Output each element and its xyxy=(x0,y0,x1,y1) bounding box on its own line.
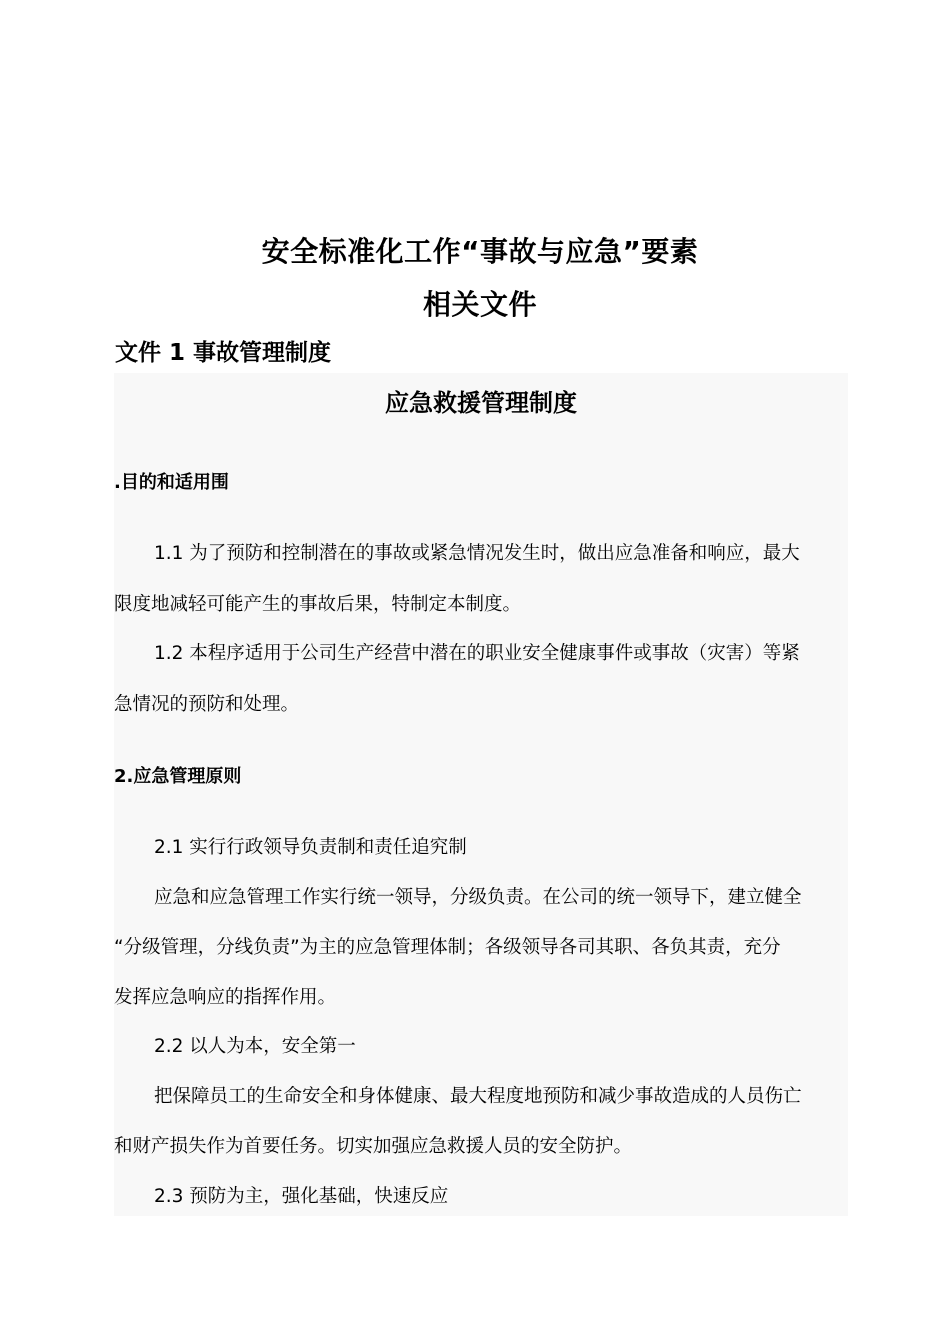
paragraph-1-1-line-1: 1.1 为了预防和控制潜在的事故或紧急情况发生时，做出应急准备和响应，最大 xyxy=(154,543,800,564)
file-heading: 文件 1 事故管理制度 xyxy=(115,340,332,366)
subsection-2-1-title: 2.1 实行行政领导负责制和责任追究制 xyxy=(154,837,467,858)
paragraph-1-1-line-2: 限度地减轻可能产生的事故后果，特制定本制度。 xyxy=(114,594,522,615)
document-subtitle: 相关文件 xyxy=(422,288,537,321)
paragraph-2-2-line-1: 把保障员工的生命安全和身体健康、最大程度地预防和减少事故造成的人员伤亡 xyxy=(154,1086,802,1107)
subsection-2-2-title: 2.2 以人为本，安全第一 xyxy=(154,1036,356,1057)
document-title: 安全标准化工作“事故与应急”要素 xyxy=(261,235,699,268)
section-2-heading: 2.应急管理原则 xyxy=(114,766,242,787)
section-1-heading: .目的和适用围 xyxy=(114,472,229,493)
paragraph-2-2-line-2: 和财产损失作为首要任务。切实加强应急救援人员的安全防护。 xyxy=(114,1136,633,1157)
panel-title: 应急救援管理制度 xyxy=(385,389,577,417)
document-panel xyxy=(114,373,848,1216)
subsection-2-3-title: 2.3 预防为主，强化基础，快速反应 xyxy=(154,1186,449,1207)
paragraph-2-1-line-3: 发挥应急响应的指挥作用。 xyxy=(114,987,337,1008)
paragraph-1-2-line-2: 急情况的预防和处理。 xyxy=(114,694,300,715)
paragraph-2-1-line-2: “分级管理，分线负责”为主的应急管理体制；各级领导各司其职、各负其责，充分 xyxy=(114,937,781,958)
paragraph-2-1-line-1: 应急和应急管理工作实行统一领导，分级负责。在公司的统一领导下，建立健全 xyxy=(154,887,802,908)
paragraph-1-2-line-1: 1.2 本程序适用于公司生产经营中潜在的职业安全健康事件或事故（灾害）等紧 xyxy=(154,643,800,664)
